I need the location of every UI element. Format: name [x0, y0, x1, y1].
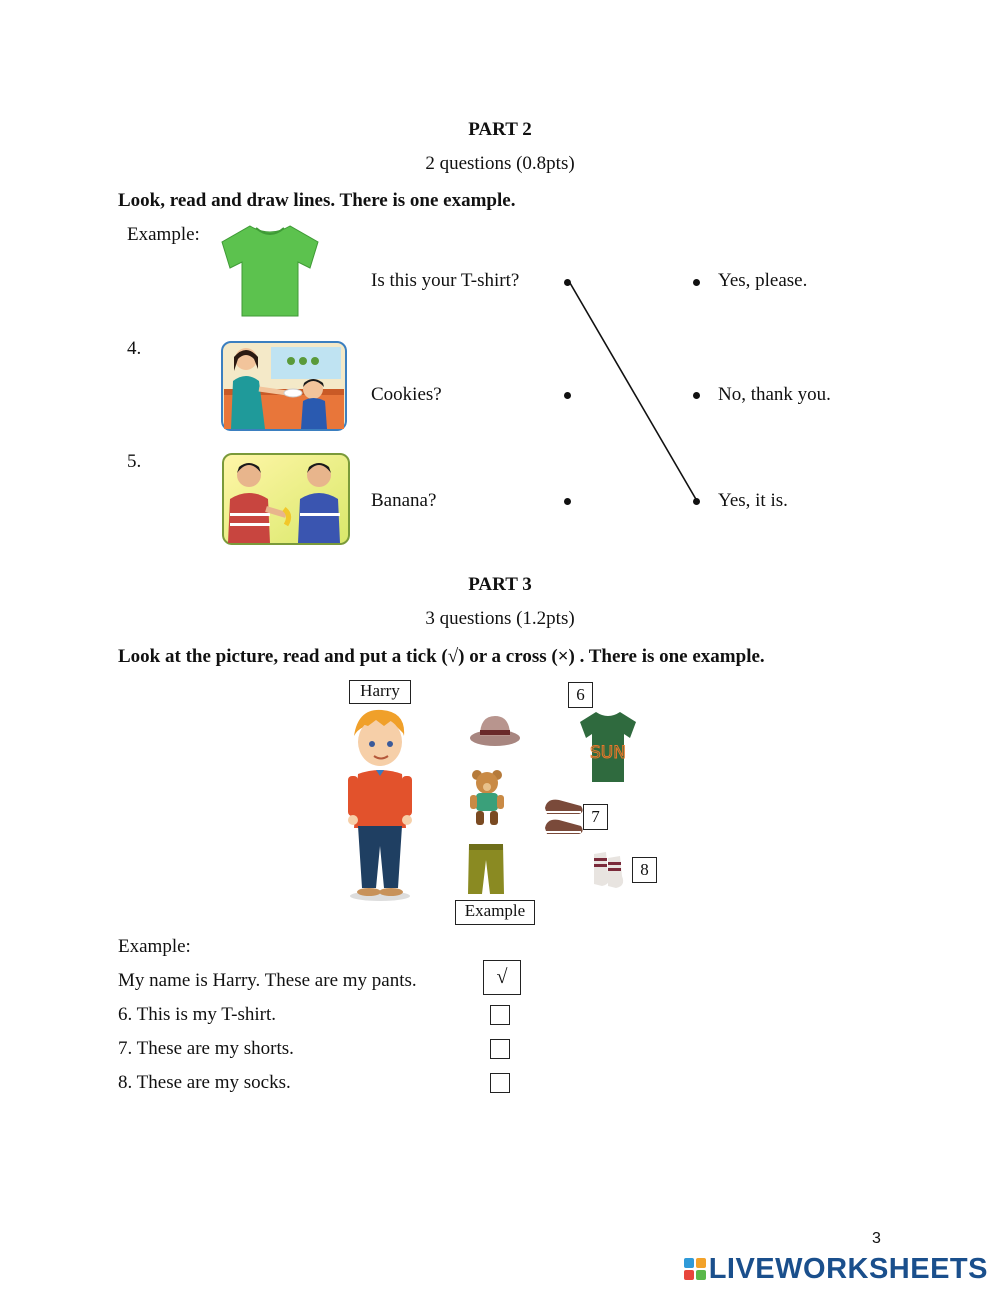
socks-image	[590, 850, 630, 890]
statement-text: 6. This is my T-shirt.	[118, 1004, 277, 1025]
answer-text: Yes, please.	[718, 270, 808, 291]
question-text: Is this your T-shirt?	[371, 270, 520, 291]
example-label: Example:	[127, 224, 200, 245]
answer-text: No, thank you.	[718, 384, 831, 405]
row-number-4: 4.	[127, 338, 142, 359]
answer-checkbox-6[interactable]	[490, 1005, 510, 1025]
sun-tshirt-image	[578, 710, 638, 784]
statement-text: 8. These are my socks.	[118, 1072, 291, 1093]
pants-image	[466, 842, 506, 896]
example-tick-box: √	[483, 960, 521, 995]
part3-title: PART 3	[468, 574, 532, 595]
liveworksheets-logo	[684, 1253, 988, 1286]
answer-text: Yes, it is.	[718, 490, 788, 511]
label-8: 8	[632, 857, 657, 883]
part2-instruction: Look, read and draw lines. There is one example.	[118, 190, 516, 211]
brand-text: LIVEWORKSHEETS	[708, 1253, 988, 1285]
harry-figure	[340, 706, 420, 902]
label-6: 6	[568, 682, 593, 708]
hat-image	[468, 712, 522, 748]
part3-instruction: Look at the picture, read and put a tick (√) or a cross (×) . There is one example.	[118, 646, 765, 667]
sun-text: SUN	[590, 743, 626, 763]
part2-title: PART 2	[468, 119, 532, 140]
answer-checkbox-7[interactable]	[490, 1039, 510, 1059]
logo-tiles-icon	[684, 1258, 706, 1280]
statement-text: 7. These are my shorts.	[118, 1038, 294, 1059]
example-match-line	[0, 0, 1000, 560]
example-label-part3: Example:	[118, 936, 191, 957]
label-7: 7	[583, 804, 608, 830]
example-item-label: Example	[455, 900, 535, 925]
page-number: 3	[872, 1230, 881, 1247]
statement-text: My name is Harry. These are my pants.	[118, 970, 417, 991]
question-text: Cookies?	[371, 384, 442, 405]
question-text: Banana?	[371, 490, 437, 511]
answer-checkbox-8[interactable]	[490, 1073, 510, 1093]
teddy-bear-image	[467, 769, 507, 827]
part3-subtitle: 3 questions (1.2pts)	[425, 608, 575, 629]
part2-subtitle: 2 questions (0.8pts)	[425, 153, 575, 174]
shoes-image	[541, 796, 585, 838]
harry-label: Harry	[349, 680, 411, 704]
row-number-5: 5.	[127, 451, 142, 472]
